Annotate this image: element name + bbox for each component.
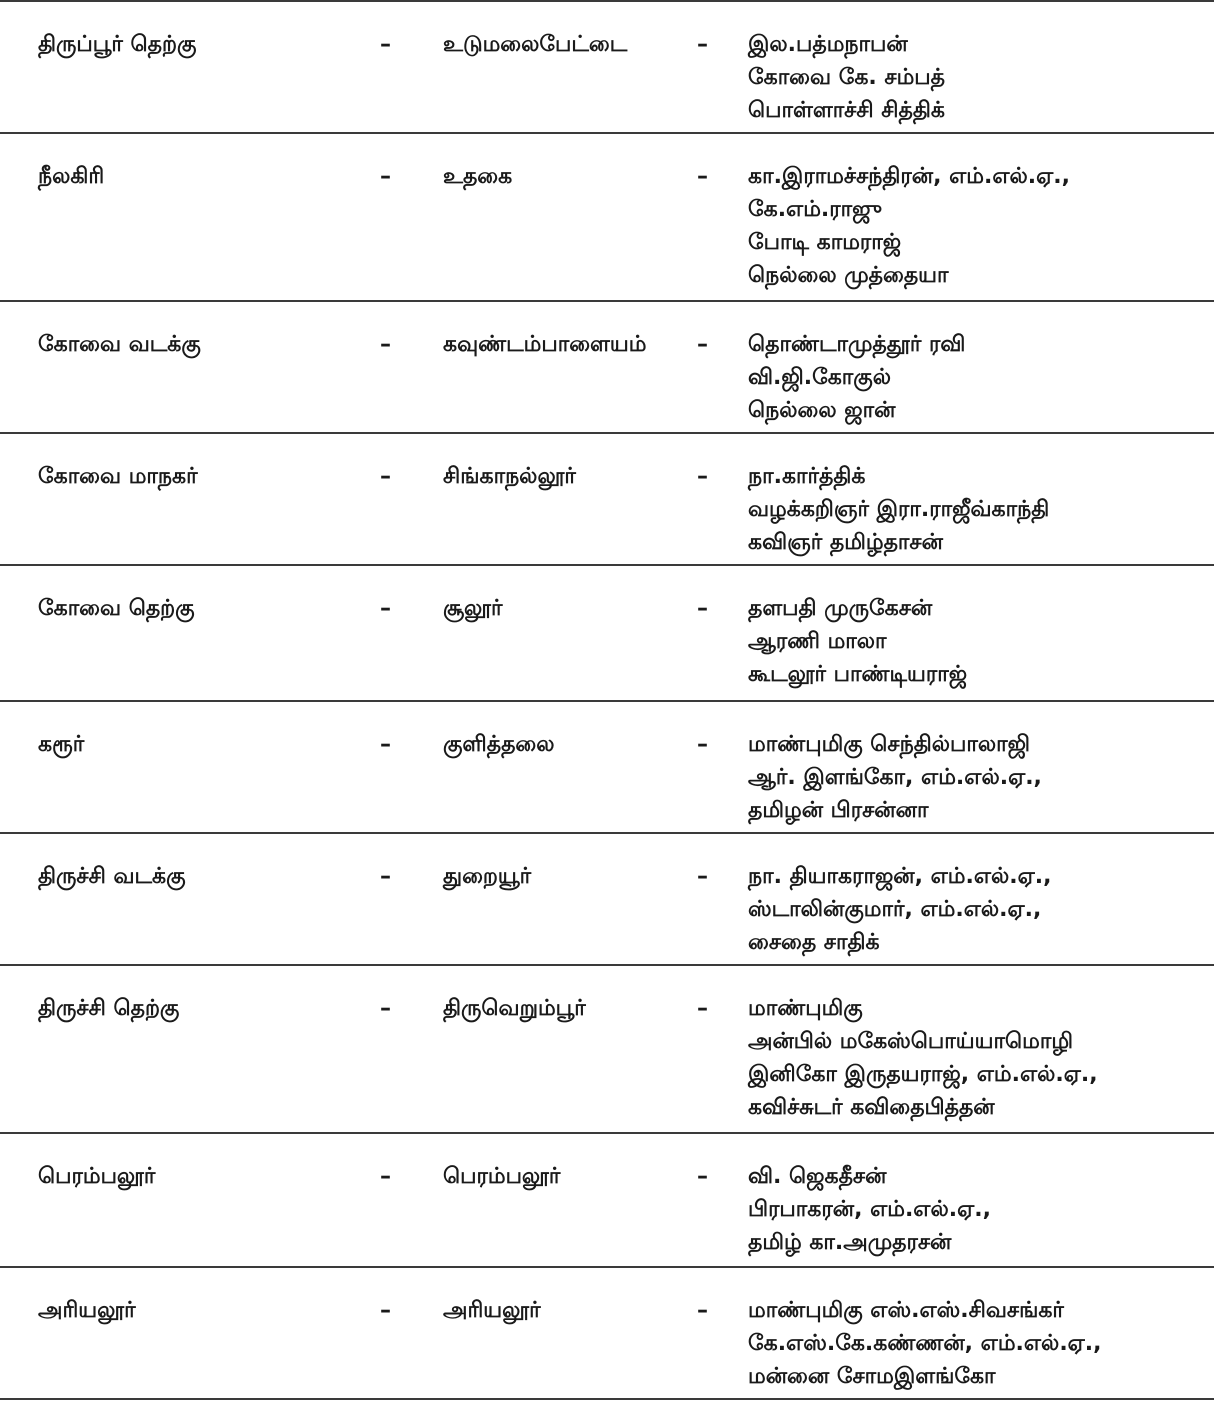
- separator-dash: –: [380, 596, 391, 621]
- separator-dash: –: [380, 32, 391, 57]
- person-name: ஸ்டாலின்குமார், எம்.எல்.ஏ.,: [748, 897, 1042, 922]
- table-row: [0, 2, 1214, 132]
- district-name: திருச்சி தெற்கு: [38, 996, 180, 1021]
- separator-dash: –: [380, 464, 391, 489]
- person-name: வி. ஜெகதீசன்: [748, 1164, 887, 1189]
- person-name: இனிகோ இருதயராஜ், எம்.எல்.ஏ.,: [748, 1062, 1098, 1087]
- person-name: கவிச்சுடர் கவிதைபித்தன்: [748, 1095, 995, 1120]
- person-name: பிரபாகரன், எம்.எல்.ஏ.,: [748, 1197, 991, 1222]
- separator-dash: –: [697, 996, 708, 1021]
- table-row: [0, 702, 1214, 832]
- separator-dash: –: [697, 1164, 708, 1189]
- person-name: மாண்புமிகு: [748, 996, 863, 1021]
- table-row: [0, 834, 1214, 964]
- separator-dash: –: [380, 332, 391, 357]
- district-name: அரியலூர்: [38, 1298, 136, 1323]
- person-name: கா.இராமச்சந்திரன், எம்.எல்.ஏ.,: [748, 164, 1070, 189]
- row-divider: [0, 1398, 1214, 1400]
- person-list: [748, 860, 1052, 959]
- table-row: [0, 966, 1214, 1132]
- separator-dash: –: [380, 732, 391, 757]
- person-name: நெல்லை முத்தையா: [748, 263, 949, 288]
- person-name: தமிழன் பிரசன்னா: [748, 798, 929, 823]
- person-list: [748, 328, 965, 427]
- person-name: நா. தியாகராஜன், எம்.எல்.ஏ.,: [748, 864, 1052, 889]
- constituency-name: சூலூர்: [443, 596, 503, 621]
- person-name: கே.எம்.ராஜு: [748, 197, 882, 222]
- person-name: இல.பத்மநாபன்: [748, 32, 908, 57]
- separator-dash: –: [380, 864, 391, 889]
- person-list: [748, 1160, 991, 1259]
- constituency-name: உடுமலைபேட்டை: [443, 32, 628, 57]
- separator-dash: –: [697, 32, 708, 57]
- table-row: [0, 134, 1214, 300]
- separator-dash: –: [380, 996, 391, 1021]
- district-name: பெரம்பலூர்: [38, 1164, 156, 1189]
- person-list: [748, 460, 1049, 559]
- person-name: பொள்ளாச்சி சித்திக்: [748, 98, 945, 123]
- person-name: கூடலூர் பாண்டியராஜ்: [748, 662, 968, 687]
- constituency-name: கவுண்டம்பாளையம்: [443, 332, 647, 357]
- separator-dash: –: [380, 164, 391, 189]
- person-list: [748, 1294, 1102, 1393]
- person-name: வழக்கறிஞர் இரா.ராஜீவ்காந்தி: [748, 497, 1050, 522]
- person-name: மாண்புமிகு செந்தில்பாலாஜி: [748, 732, 1030, 757]
- person-name: மாண்புமிகு எஸ்.எஸ்.சிவசங்கர்: [748, 1298, 1064, 1323]
- person-name: தமிழ் கா.அமுதரசன்: [748, 1230, 952, 1255]
- person-name: ஆர். இளங்கோ, எம்.எல்.ஏ.,: [748, 765, 1042, 790]
- district-name: நீலகிரி: [38, 164, 105, 189]
- constituency-name: சிங்காநல்லூர்: [443, 464, 576, 489]
- district-name: திருச்சி வடக்கு: [38, 864, 186, 889]
- person-list: [748, 160, 1070, 292]
- person-name: கே.எஸ்.கே.கண்ணன், எம்.எல்.ஏ.,: [748, 1331, 1102, 1356]
- constituency-name: திருவெறும்பூர்: [443, 996, 586, 1021]
- separator-dash: –: [380, 1298, 391, 1323]
- person-name: தொண்டாமுத்தூர் ரவி: [748, 332, 966, 357]
- separator-dash: –: [697, 1298, 708, 1323]
- person-name: கோவை கே. சம்பத்: [748, 65, 946, 90]
- district-name: கோவை வடக்கு: [38, 332, 201, 357]
- table-row: [0, 1134, 1214, 1266]
- constituency-name: துறையூர்: [443, 864, 532, 889]
- district-name: திருப்பூர் தெற்கு: [38, 32, 197, 57]
- person-name: ஆரணி மாலா: [748, 629, 887, 654]
- person-name: சைதை சாதிக்: [748, 930, 880, 955]
- table-row: [0, 434, 1214, 564]
- person-name: கவிஞர் தமிழ்தாசன்: [748, 530, 943, 555]
- separator-dash: –: [697, 732, 708, 757]
- district-name: கரூர்: [38, 732, 85, 757]
- district-name: கோவை மாநகர்: [38, 464, 198, 489]
- person-list: [748, 728, 1042, 827]
- person-name: மன்னை சோமஇளங்கோ: [748, 1364, 996, 1389]
- constituency-name: உதகை: [443, 164, 513, 189]
- person-list: [748, 992, 1098, 1124]
- person-name: நா.கார்த்திக்: [748, 464, 866, 489]
- person-name: வி.ஜி.கோகுல்: [748, 365, 891, 390]
- person-list: [748, 28, 945, 127]
- constituency-name: பெரம்பலூர்: [443, 1164, 561, 1189]
- table-row: [0, 1268, 1214, 1398]
- constituency-name: அரியலூர்: [443, 1298, 541, 1323]
- separator-dash: –: [380, 1164, 391, 1189]
- separator-dash: –: [697, 864, 708, 889]
- person-name: அன்பில் மகேஸ்பொய்யாமொழி: [748, 1029, 1073, 1054]
- district-name: கோவை தெற்கு: [38, 596, 195, 621]
- separator-dash: –: [697, 164, 708, 189]
- constituency-name: குளித்தலை: [443, 732, 555, 757]
- person-list: [748, 592, 967, 691]
- separator-dash: –: [697, 596, 708, 621]
- person-name: போடி காமராஜ்: [748, 230, 902, 255]
- separator-dash: –: [697, 332, 708, 357]
- person-name: நெல்லை ஜான்: [748, 398, 896, 423]
- table-row: [0, 566, 1214, 700]
- table-row: [0, 302, 1214, 432]
- separator-dash: –: [697, 464, 708, 489]
- person-name: தளபதி முருகேசன்: [748, 596, 933, 621]
